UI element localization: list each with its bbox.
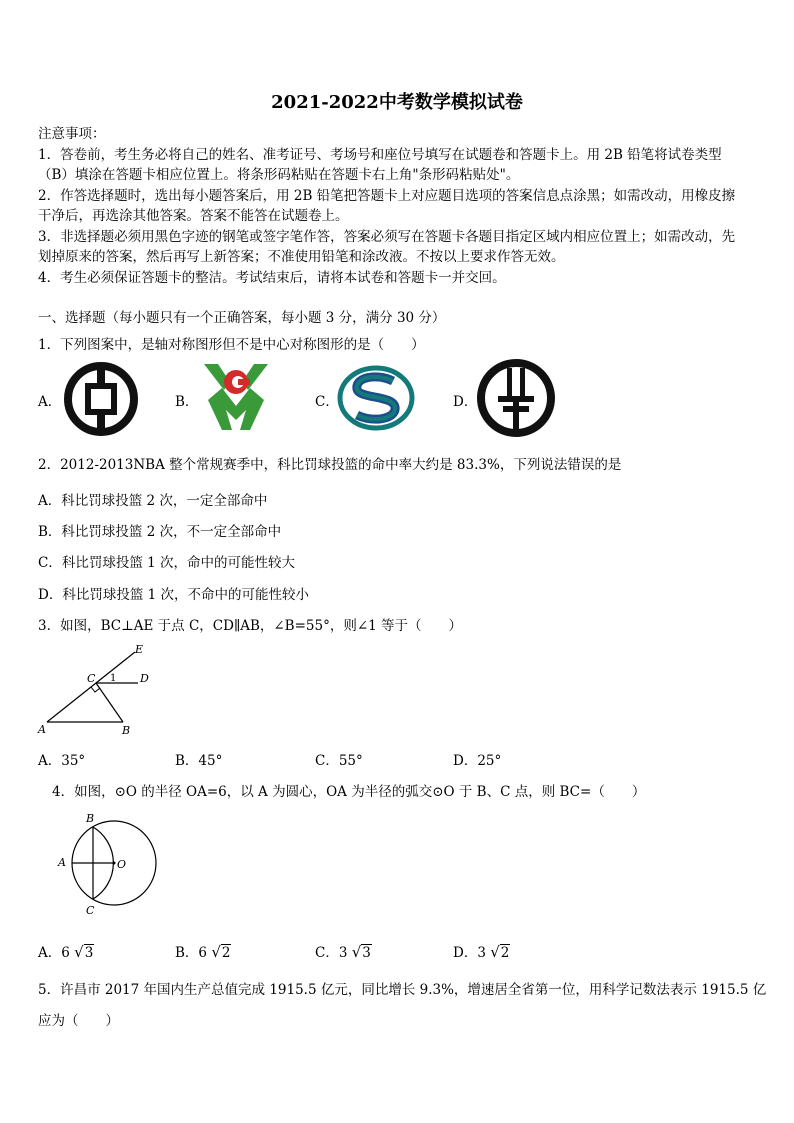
q4-option-b-radicand: 2 bbox=[221, 945, 231, 961]
notice-line: 2．作答选择题时，选出每小题答案后，用 2B 铅笔把答题卡上对应题目选项的答案信息点涂黑；如需改动，用橡皮擦 bbox=[38, 188, 736, 204]
q4-option-d-radicand: 2 bbox=[500, 945, 510, 961]
notice-line: （B）填涂在答题卡相应位置上。将条形码粘贴在答题卡右上角"条形码粘贴处"。 bbox=[38, 167, 520, 183]
q1-option-d-label: D． bbox=[453, 394, 478, 410]
q4-option-d-letter: D． bbox=[453, 945, 478, 961]
q2-option-b: B．科比罚球投篮 2 次，不一定全部命中 bbox=[38, 524, 282, 540]
q4-option-d bbox=[453, 941, 510, 961]
agricultural-bank-logo bbox=[476, 358, 556, 438]
q3-label-d: D bbox=[140, 672, 149, 685]
q3-label-a: A bbox=[38, 723, 46, 736]
sqrt-icon: √ bbox=[490, 943, 500, 961]
q4-option-b bbox=[175, 941, 231, 961]
q1-option-b-label: B． bbox=[175, 394, 199, 410]
q3-option-d: D．25° bbox=[453, 753, 502, 769]
q4-option-a-letter: A． bbox=[38, 945, 62, 961]
q3-label-c: C bbox=[87, 672, 96, 685]
q4-option-c-letter: C． bbox=[315, 945, 339, 961]
q4-option-a-radicand: 3 bbox=[84, 945, 94, 961]
q4-option-c-radicand: 3 bbox=[362, 945, 371, 961]
notice-line: 3．非选择题必须用黑色字迹的钢笔或签字笔作答，答案必须写在答题卡各题目指定区域内相应位置上；如需改动，先 bbox=[38, 229, 736, 245]
q1-option-a-label: A． bbox=[38, 394, 62, 410]
q4-option-c bbox=[315, 941, 372, 961]
q2-option-a: A．科比罚球投篮 2 次，一定全部命中 bbox=[38, 493, 268, 509]
sqrt-icon: √ bbox=[211, 943, 221, 961]
sqrt-icon: √ bbox=[351, 943, 362, 961]
q3-triangle-figure bbox=[34, 640, 164, 740]
question-2-stem: 2．2012-2013NBA 整个常规赛季中，科比罚球投篮的命中率大约是 83.3%，下列说法错误的是 bbox=[38, 457, 622, 473]
notice-line: 划掉原来的答案，然后再写上新答案；不准使用铅笔和涂改液。不按以上要求作答无效。 bbox=[38, 249, 565, 265]
question-5-stem-line1: 5．许昌市 2017 年国内生产总值完成 1915.5 亿元，同比增长 9.3%，增速居全省第一位，用科学记数法表示 1915.5 亿 bbox=[38, 982, 767, 998]
question-1-stem: 1．下列图案中，是轴对称图形但不是中心对称图形的是（ ） bbox=[38, 337, 425, 353]
rural-credit-logo bbox=[200, 360, 272, 434]
q4-label-c: C bbox=[86, 904, 95, 917]
q4-option-a-coef: 6 bbox=[61, 945, 70, 961]
q4-label-o: O bbox=[117, 858, 127, 871]
page-title: 2021-2022中考数学模拟试卷 bbox=[271, 92, 523, 113]
notice-line: 干净后，再选涂其他答案。答案不能答在试题卷上。 bbox=[38, 208, 349, 224]
q1-option-c-label: C． bbox=[315, 394, 339, 410]
q4-option-b-letter: B． bbox=[175, 945, 199, 961]
notice-heading: 注意事项： bbox=[38, 126, 106, 142]
q4-circle-figure bbox=[52, 808, 162, 920]
q4-label-a: A bbox=[58, 856, 66, 869]
section-heading: 一、选择题（每小题只有一个正确答案，每小题 3 分，满分 30 分） bbox=[38, 310, 446, 326]
q4-option-a bbox=[38, 941, 94, 961]
q3-option-c: C．55° bbox=[315, 753, 363, 769]
q4-option-c-coef: 3 bbox=[338, 945, 348, 961]
bank-s-logo bbox=[337, 365, 415, 431]
q3-label-angle-1: 1 bbox=[110, 673, 117, 684]
notice-line: 1．答卷前，考生务必将自己的姓名、准考证号、考场号和座位号填写在试题卷和答题卡上。用 2B 铅笔将试卷类型 bbox=[38, 147, 722, 163]
q4-option-d-coef: 3 bbox=[477, 945, 486, 961]
question-3-stem: 3．如图，BC⊥AE 于点 C，CD∥AB，∠B=55°，则∠1 等于（ ） bbox=[38, 618, 463, 634]
q2-option-c: C．科比罚球投篮 1 次，命中的可能性较大 bbox=[38, 555, 296, 571]
sqrt-icon: √ bbox=[74, 943, 84, 961]
bank-of-china-logo bbox=[62, 360, 140, 438]
q4-label-b: B bbox=[86, 812, 95, 825]
question-5-stem-line2: 应为（ ） bbox=[38, 1013, 119, 1029]
q3-label-b: B bbox=[122, 724, 131, 737]
q3-label-e: E bbox=[135, 643, 144, 656]
notice-line: 4．考生必须保证答题卡的整洁。考试结束后，请将本试卷和答题卡一并交回。 bbox=[38, 270, 506, 286]
q2-option-d: D．科比罚球投篮 1 次，不命中的可能性较小 bbox=[38, 587, 309, 603]
q4-option-b-coef: 6 bbox=[198, 945, 208, 961]
question-4-stem: 4．如图，⊙O 的半径 OA=6，以 A 为圆心，OA 为半径的弧交⊙O 于 B、C 点，则 BC=（ ） bbox=[52, 784, 646, 800]
q3-option-b: B．45° bbox=[175, 753, 223, 769]
q3-option-a: A．35° bbox=[38, 753, 86, 769]
